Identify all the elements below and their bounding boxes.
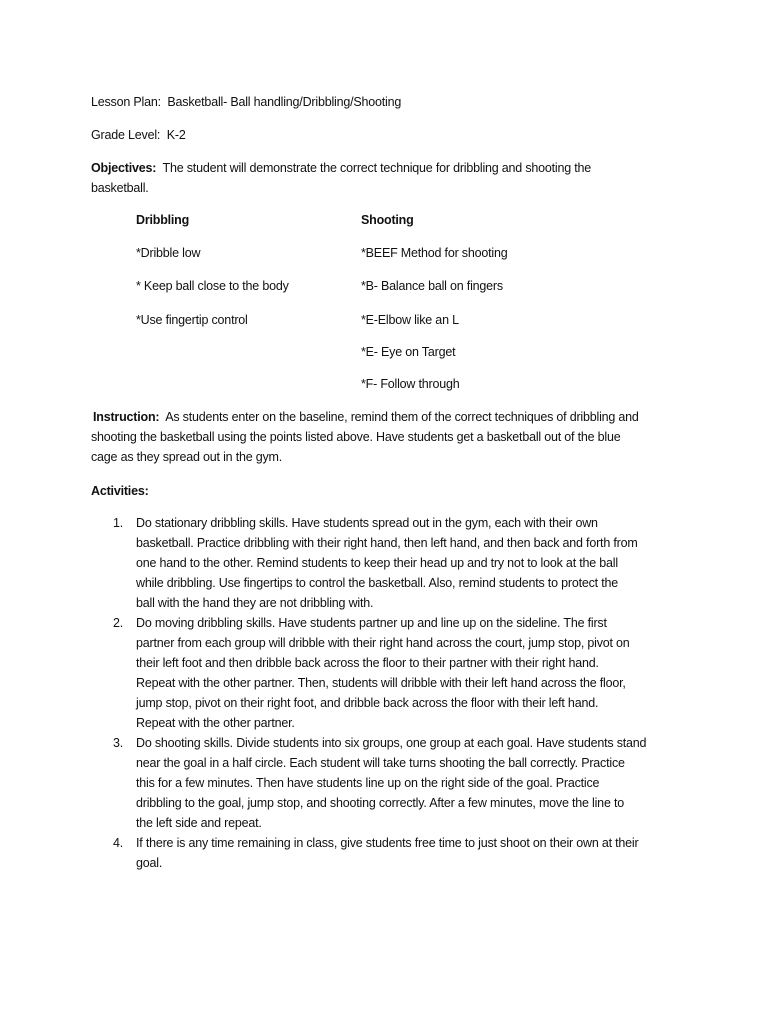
objectives-line — [91, 158, 591, 178]
shooting-point: *E- Eye on Target — [361, 345, 456, 359]
activity-line: jump stop, pivot on their right foot, and dribble back across the floor with their left hand. — [136, 696, 599, 710]
dribbling-heading: Dribbling — [136, 213, 190, 227]
activity-number: 3. — [113, 736, 124, 750]
activity-item — [91, 733, 691, 833]
instruction-line-1 — [93, 407, 639, 427]
activity-number: 4. — [113, 836, 124, 850]
activity-number: 2. — [113, 616, 124, 630]
dribbling-point: * Keep ball close to the body — [136, 279, 289, 293]
instruction-text-2: shooting the basketball using the points listed above. Have students get a basketball out of the blue — [91, 430, 621, 444]
activity-line: this for a few minutes. Then have students line up on the right side of the goal. Practice — [136, 776, 600, 790]
activity-line: Repeat with the other partner. — [136, 716, 295, 730]
grade-level-line — [91, 125, 186, 145]
instruction-label: Instruction: — [93, 410, 160, 424]
activity-line: partner from each group will dribble with their right hand across the court, jump stop, pivot on — [136, 636, 630, 650]
activity-line: goal. — [136, 856, 163, 870]
activity-line: Repeat with the other partner. Then, students will dribble with their left hand across the floor, — [136, 676, 626, 690]
activity-line: ball with the hand they are not dribbling with. — [136, 596, 374, 610]
objectives-label: Objectives: — [91, 161, 157, 175]
activity-line: while dribbling. Use fingertips to control the basketball. Also, remind students to protect the — [136, 576, 618, 590]
activity-line: Do stationary dribbling skills. Have students spread out in the gym, each with their own — [136, 516, 598, 530]
activity-line: Do shooting skills. Divide students into six groups, one group at each goal. Have students stand — [136, 736, 647, 750]
lesson-plan-label: Lesson Plan: — [91, 95, 161, 109]
objectives-text-1: The student will demonstrate the correct technique for dribbling and shooting the — [162, 161, 592, 175]
shooting-point: *B- Balance ball on fingers — [361, 279, 503, 293]
activity-line: their left foot and then dribble back across the floor to their partner with their right hand. — [136, 656, 599, 670]
lesson-plan-value: Basketball- Ball handling/Dribbling/Shooting — [167, 95, 402, 109]
activity-item — [91, 513, 691, 613]
activity-item — [91, 833, 691, 873]
activity-line: dribbling to the goal, jump stop, and shooting correctly. After a few minutes, move the line to — [136, 796, 624, 810]
objectives-text-2: basketball. — [91, 181, 149, 195]
instruction-text-1: As students enter on the baseline, remind them of the correct techniques of dribbling and — [165, 410, 639, 424]
activity-item — [91, 613, 691, 733]
instruction-text-3: cage as they spread out in the gym. — [91, 450, 283, 464]
activity-line: near the goal in a half circle. Each student will take turns shooting the ball correctly. Practice — [136, 756, 625, 770]
activity-line: one hand to the other. Remind students to keep their head up and try not to look at the ball — [136, 556, 618, 570]
shooting-heading: Shooting — [361, 213, 414, 227]
lesson-plan-line — [91, 92, 401, 112]
grade-level-label: Grade Level: — [91, 128, 161, 142]
activity-line: basketball. Practice dribbling with their right hand, then left hand, and then back and forth from — [136, 536, 638, 550]
shooting-point: *BEEF Method for shooting — [361, 246, 508, 260]
grade-level-value: K-2 — [166, 128, 186, 142]
dribbling-point: *Dribble low — [136, 246, 201, 260]
activity-line: the left side and repeat. — [136, 816, 262, 830]
activity-number: 1. — [113, 516, 124, 530]
activity-line: If there is any time remaining in class, give students free time to just shoot on their own at their — [136, 836, 639, 850]
dribbling-point: *Use fingertip control — [136, 313, 248, 327]
shooting-point: *F- Follow through — [361, 377, 460, 391]
activities-list — [91, 513, 691, 873]
shooting-point: *E-Elbow like an L — [361, 313, 459, 327]
activities-heading: Activities: — [91, 484, 149, 498]
activity-line: Do moving dribbling skills. Have students partner up and line up on the sideline. The first — [136, 616, 607, 630]
